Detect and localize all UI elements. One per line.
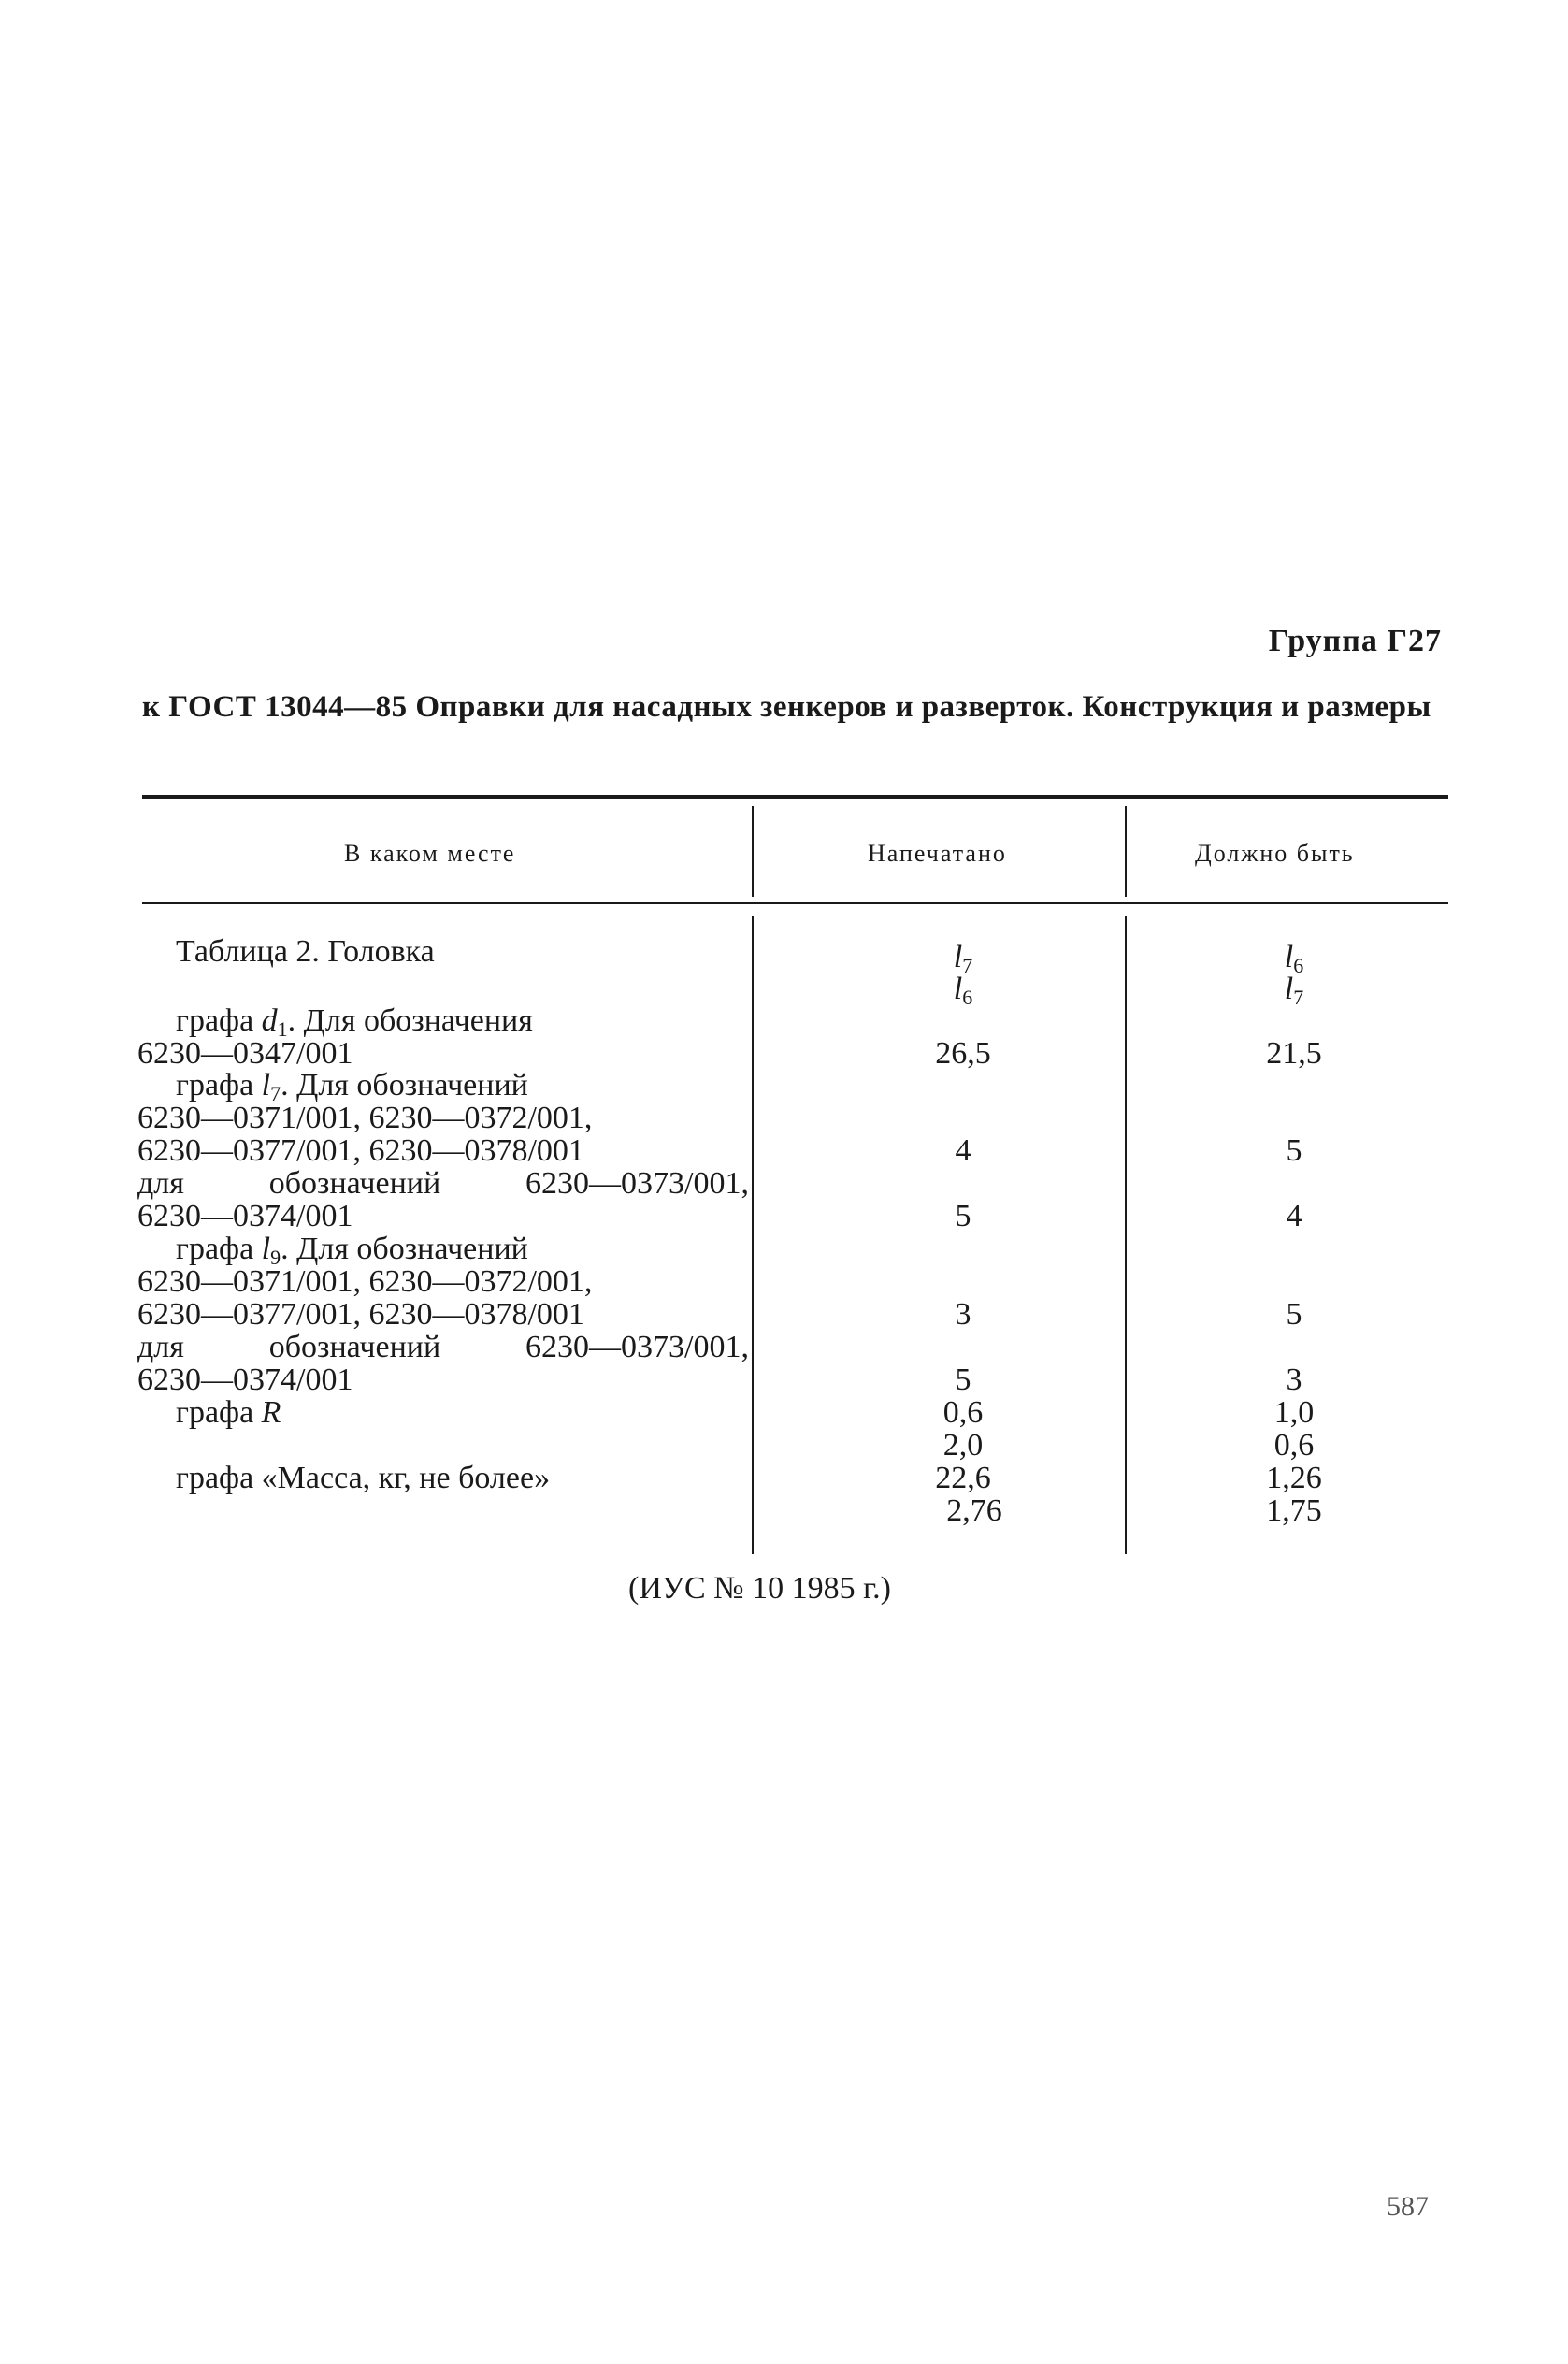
table-row-place: 6230—0377/001, 6230—0378/001 [137,1133,584,1168]
column-header-correct: Должно быть [1195,840,1355,867]
table-row-place: для обозначений 6230—0373/001, [137,1330,749,1364]
table-row-place: 6230—0374/001 [137,1199,353,1233]
column-divider [752,806,754,897]
table-row-correct: $l_6$ [1284,940,1304,977]
table-row-place: 6230—0371/001, 6230—0372/001, [137,1101,593,1135]
table-row-printed: 3 [955,1297,971,1332]
table-row-place: Таблица 2. Головка [176,934,435,969]
source-reference: (ИУС № 10 1985 г.) [628,1571,891,1606]
table-row-printed: 2,0 [942,1428,984,1463]
table-row-place: графа R [176,1395,281,1430]
table-row-place: графа «Масса, кг, не более» [176,1461,551,1495]
table-row-correct: 0,6 [1273,1428,1315,1463]
table-row-place: для обозначений 6230—0373/001, [137,1166,749,1201]
table-row-printed: 22,6 [935,1461,991,1495]
column-divider [1125,806,1127,897]
table-row-printed: 26,5 [935,1036,991,1071]
table-row-correct: 4 [1286,1199,1302,1233]
table-row-place: графа $l_7$. Для обозначений [176,1068,528,1105]
table-row-correct: $l_7$ [1284,972,1304,1009]
table-row-place: 6230—0374/001 [137,1362,353,1397]
group-label: Группа Г27 [1268,624,1442,658]
table-row-printed: 2,76 [946,1493,1002,1528]
table-row-place: 6230—0371/001, 6230—0372/001, [137,1264,593,1299]
table-row-printed: $l_7$ [953,940,973,977]
table-row-printed: 5 [955,1362,971,1397]
column-divider [1125,916,1127,1554]
table-header-rule [142,902,1448,904]
column-header-printed: Напечатано [868,840,1007,867]
table-row-printed: 5 [955,1199,971,1233]
column-divider [752,916,754,1554]
table-row-correct: 1,26 [1266,1461,1322,1495]
table-row-correct: 5 [1286,1297,1302,1332]
table-row-printed: 0,6 [942,1395,984,1430]
table-row-correct: 3 [1286,1362,1302,1397]
table-row-correct: 21,5 [1266,1036,1322,1071]
table-top-rule [142,795,1448,799]
table-row-place: 6230—0347/001 [137,1036,353,1071]
table-row-place: графа $d_1$. Для обозначения [176,1003,533,1041]
table-row-correct: 5 [1286,1133,1302,1168]
table-row-correct: 1,75 [1266,1493,1322,1528]
page-number: 587 [1387,2191,1429,2222]
table-row-place: 6230—0377/001, 6230—0378/001 [137,1297,584,1332]
table-row-correct: 1,0 [1273,1395,1315,1430]
table-row-printed: $l_6$ [953,972,973,1009]
column-header-place: В каком месте [344,840,516,867]
table-row-printed: 4 [955,1133,971,1168]
document-heading: к ГОСТ 13044—85 Оправки для насадных зенкеров и разверток. Конструкция и размеры [142,690,1431,724]
table-row-place: графа $l_9$. Для обозначений [176,1232,528,1269]
